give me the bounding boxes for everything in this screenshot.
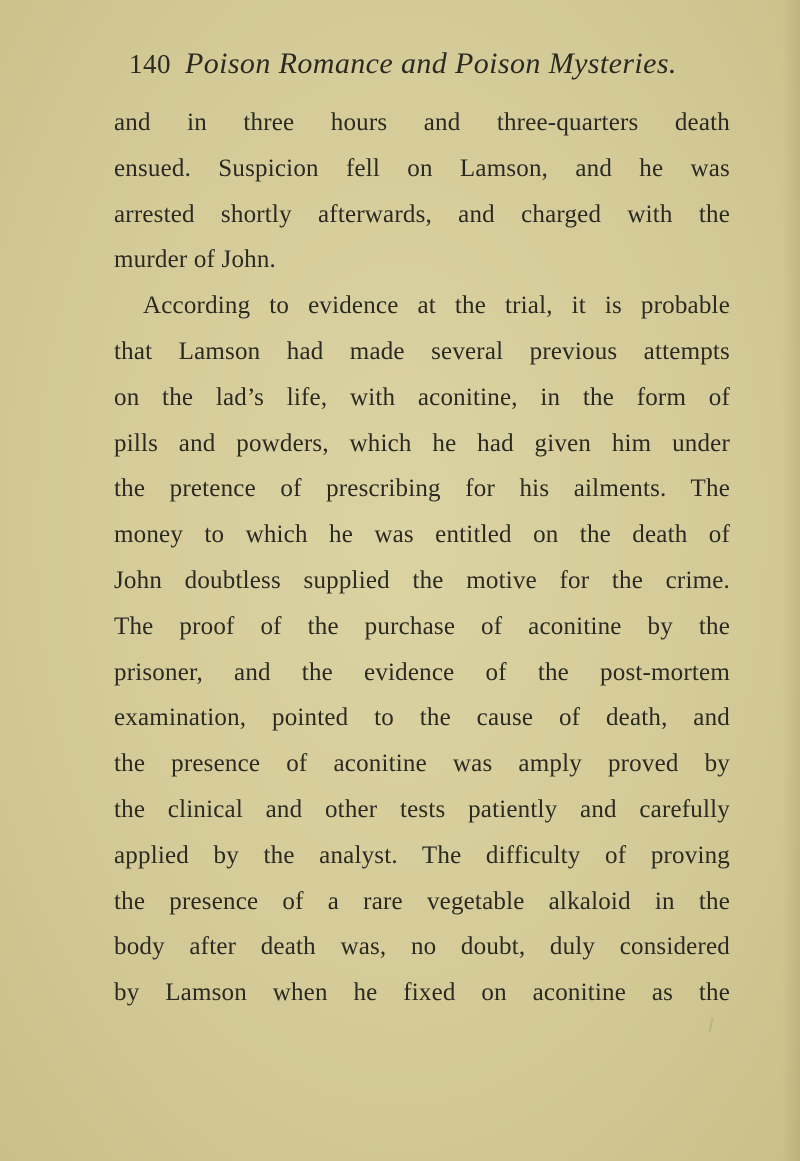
text-line: body after death was, no doubt, duly considered [114,933,730,961]
text-line: examination, pointed to the cause of death, and [114,704,730,732]
text-line: that Lamson had made several previous attempts [114,337,730,365]
text-line: arrested shortly afterwards, and charged with the [114,200,730,228]
text-line: on the lad’s life, with aconitine, in the form of [114,383,730,411]
paragraph-first-line: According to evidence at the trial, it is probable [143,292,730,320]
text-line: murder of John. [114,246,276,274]
text-line: applied by the analyst. The difficulty of proving [114,841,730,869]
text-line: prisoner, and the evidence of the post-mortem [114,658,730,686]
text-line: the presence of aconitine was amply proved by [114,750,730,778]
text-line: ensued. Suspicion fell on Lamson, and he was [114,154,730,182]
text-line: by Lamson when he fixed on aconitine as the [114,979,730,1007]
page-number: 140 [129,49,171,79]
text-line: money to which he was entitled on the death of [114,521,730,549]
paper-mark [709,1018,714,1032]
text-line: The proof of the purchase of aconitine by the [114,612,730,640]
body-text [114,100,730,1007]
running-head [129,42,749,86]
text-line: the presence of a rare vegetable alkaloid in the [114,887,730,915]
text-line: John doubtless supplied the motive for the crime. [114,566,730,594]
text-line: pills and powders, which he had given him under [114,429,730,457]
text-line: and in three hours and three-quarters death [114,109,730,136]
text-line: the clinical and other tests patiently and carefully [114,795,730,823]
page-edge-shadow [782,0,800,1161]
text-line: the pretence of prescribing for his ailments. The [114,475,730,503]
running-title: Poison Romance and Poison Mysteries. [185,47,677,80]
